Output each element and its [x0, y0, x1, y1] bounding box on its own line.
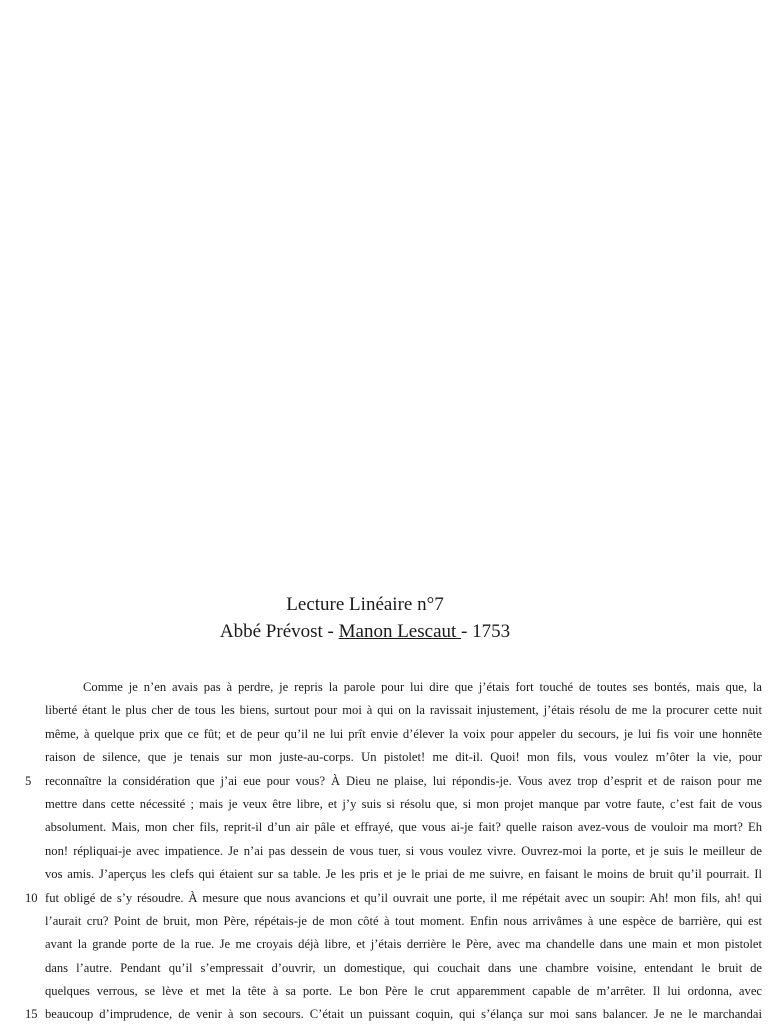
text-line-8: non! répliquai-je avec impatience. Je n’ai pas dessein de vous tuer, si vous voulez vivre. Ouvrez-moi la porte, et je suis le meilleur de [45, 843, 762, 858]
text-line-4: raison de silence, que je tenais sur mon juste-au-corps. Un pistolet! me dit-il. Quoi! mon fils, vous voulez m’ôter la vie, pour [45, 750, 762, 765]
line-number-5: 5 [25, 773, 32, 788]
excerpt-text [25, 676, 762, 1027]
author-name: Abbé Prévost - [219, 621, 339, 642]
text-line-6: mettre dans cette nécessité ; mais je veux être libre, et j’y suis si résolu que, si mon projet manque par votre faute, c’est fait de vous [45, 796, 762, 811]
text-line-2: liberté étant le plus cher de tous les biens, surtout pour moi à qui on la ravissait injustement, j’étais résolu de me la procurer cette nuit [45, 703, 762, 718]
text-line-10-row [25, 887, 762, 910]
text-line-7: absolument. Mais, mon cher fils, reprit-il d’un air pâle et effrayé, que vous ai-je fait? quelle raison avez-vous de vouloir ma mort? Eh [45, 820, 762, 835]
text-line-5-row [25, 770, 762, 793]
text-line-15: beaucoup d’imprudence, de venir à son secours. C’était un puissant coquin, qui s’élança sur moi sans balancer. Je ne le marchandai [45, 1007, 762, 1022]
text-line-1: Comme je n’en avais pas à perdre, je repris la parole pour lui dire que j’étais fort touché de toutes ses bontés, mais que, la [83, 680, 762, 694]
publication-year: - 1753 [461, 621, 511, 642]
text-line-5: reconnaître la considération que j’ai eue pour vous? À Dieu ne plaise, lui répondis-je. Vous avez trop d’esprit et de raison pour me [45, 773, 762, 788]
text-line-14: quelques verrous, se lève et met la tête à sa porte. Le bon Père le crut apparemment capable de m’arrêter. Il lui ordonna, avec [45, 984, 762, 999]
text-line-9: vos amis. J’aperçus les clefs qui étaient sur sa table. Je les pris et je le priai de me suivre, en faisant le moins de bruit qu’il pourrait. Il [45, 867, 762, 882]
document-header [0, 591, 730, 645]
text-line-11: l’aurait cru? Point de bruit, mon Père, répétais-je de mon côté à tout moment. Enfin nous arrivâmes à une espèce de barrière, qui est [45, 913, 762, 928]
line-number-10: 10 [25, 890, 38, 905]
text-line-3: même, à quelque prix que ce fût; et de peur qu’il ne lui prît envie d’élever la voix pour appeler du secours, je lui fis voir une honnête [45, 726, 762, 741]
text-line-12: avant la grande porte de la rue. Je me croyais déjà libre, et j’étais derrière le Père, avec ma chandelle dans une main et mon pistolet [45, 937, 762, 952]
reading-title: Lecture Linéaire n°7 [286, 594, 444, 615]
author-work-line [0, 618, 730, 645]
text-line-10: fut obligé de s’y résoudre. À mesure que nous avancions et qu’il ouvrait une porte, il me répétait avec un soupir: Ah! mon fils, ah! qui [45, 890, 762, 905]
text-line-15-row [25, 1003, 762, 1026]
line-number-15: 15 [25, 1007, 38, 1022]
work-title: Manon Lescaut [338, 621, 462, 642]
text-line-13: dans l’autre. Pendant qu’il s’empressait d’ouvrir, un domestique, qui couchait dans une chambre voisine, entendant le bruit de [45, 960, 762, 975]
